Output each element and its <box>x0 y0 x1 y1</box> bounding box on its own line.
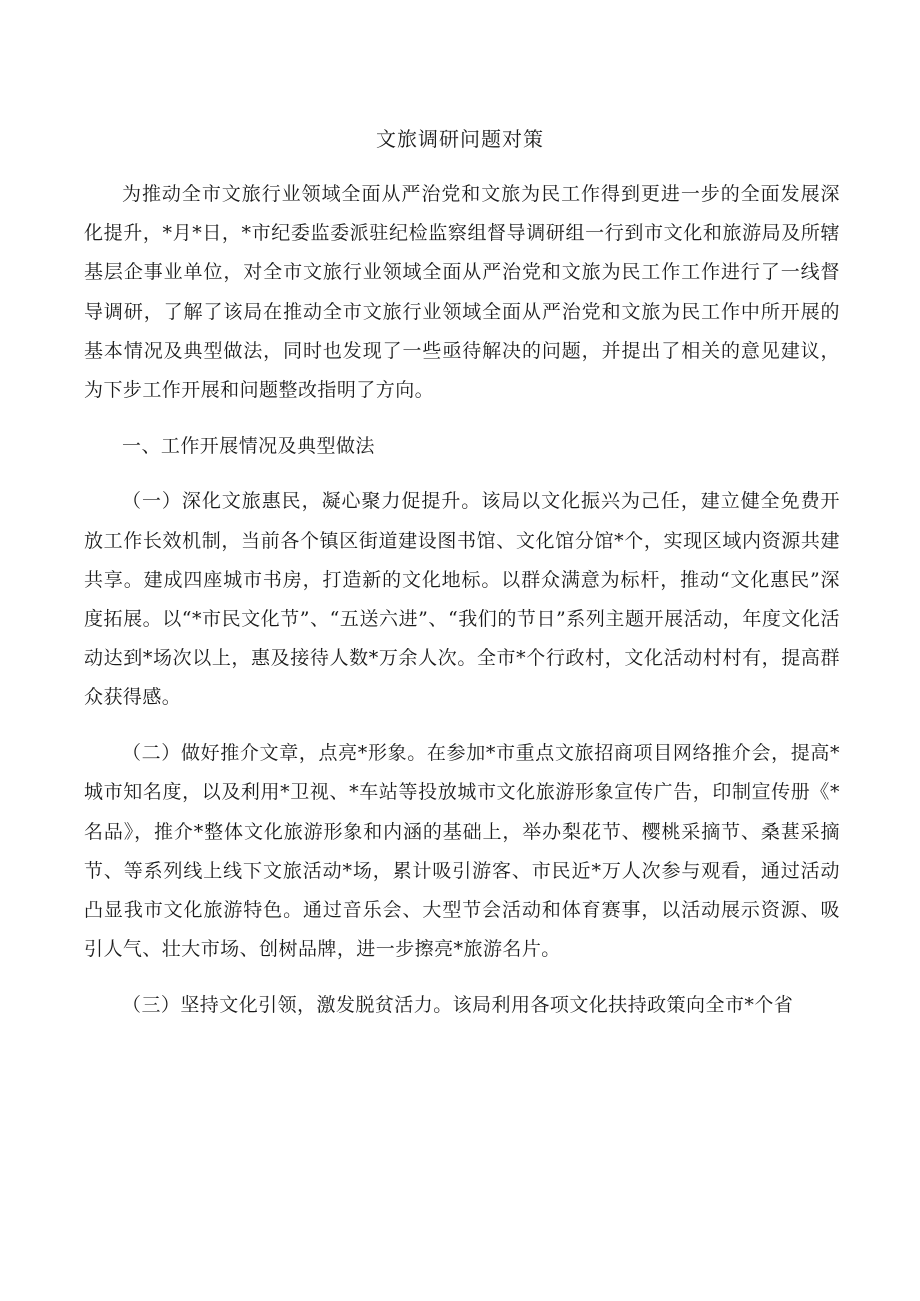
paragraph-3: （三）坚持文化引领，激发脱贫活力。该局利用各项文化扶持政策向全市*个省 <box>122 993 794 1016</box>
paragraph-2: （二）做好推介文章，点亮*形象。在参加*市重点文旅招商项目网络推介会，提高*城市知名度，以及利用*卫视、*车站等投放城市文化旅游形象宣传广告，印制宣传册《*名品》，推介*整体文化旅游形象和内涵的基础上，举办梨花节、樱桃采摘节、桑葚采摘节、等系列线上线下文旅活动*场，累计吸引游客、市民近*万人次参与观看，通过活动凸显我市文化旅游特色。通过音乐会、大型节会活动和体育赛事，以活动展示资源、吸引人气、壮大市场、创树品牌，进一步擦亮*旅游名片。 <box>84 742 840 961</box>
section-heading: 一、工作开展情况及典型做法 <box>122 434 375 457</box>
intro-paragraph: 为推动全市文旅行业领域全面从严治党和文旅为民工作得到更进一步的全面发展深化提升，*月*日，*市纪委监委派驻纪检监察组督导调研组一行到市文化和旅游局及所辖基层企事业单位，对全市文旅行业领域全面从严治党和文旅为民工作工作进行了一线督导调研，了解了该局在推动全市文旅行业领域全面从严治党和文旅为民工作中所开展的基本情况及典型做法，同时也发现了一些亟待解决的问题，并提出了相关的意见建议，为下步工作开展和问题整改指明了方向。 <box>84 183 840 402</box>
paragraph-1: （一）深化文旅惠民，凝心聚力促提升。该局以文化振兴为己任，建立健全免费开放工作长效机制，当前各个镇区街道建设图书馆、文化馆分馆*个，实现区域内资源共建共享。建成四座城市书房，打造新的文化地标。以群众满意为标杆，推动“文化惠民”深度拓展。以“*市民文化节”、“五送六进”、“我们的节日”系列主题开展活动，年度文化活动达到*场次以上，惠及接待人数*万余人次。全市*个行政村，文化活动村村有，提高群众获得感。 <box>84 490 840 709</box>
document-body <box>84 175 840 1025</box>
document-title: 文旅调研问题对策 <box>376 127 544 151</box>
